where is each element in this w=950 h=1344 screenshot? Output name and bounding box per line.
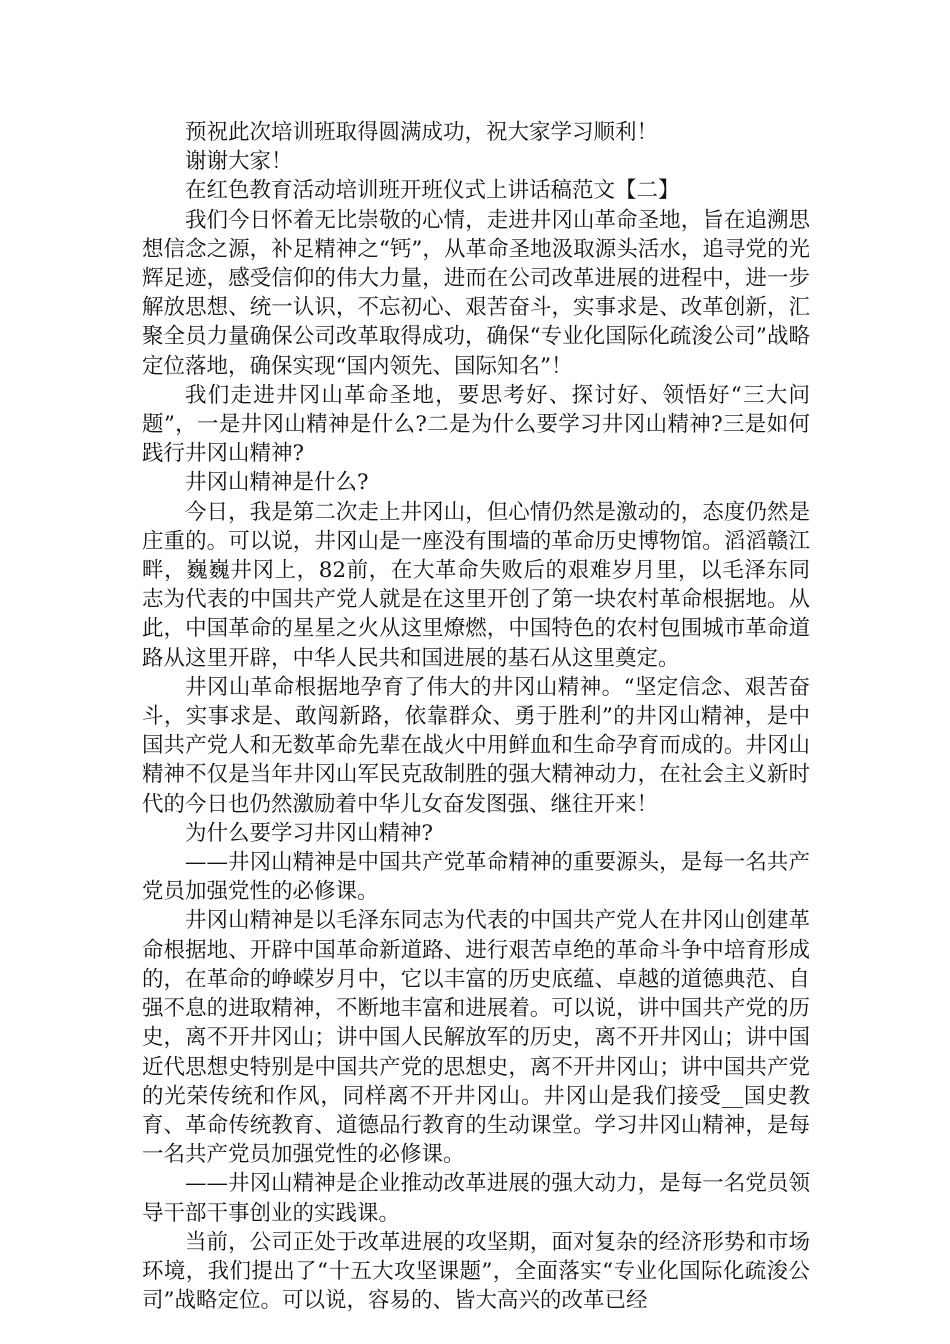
subheading: 井冈山精神是什么? [185,470,369,496]
paragraph: 井冈山革命根据地孕育了伟大的井冈山精神。“坚定信念、艰苦奋斗，实事求是、敢闯新路，依靠群众、勇于胜利”的井冈山精神，是中国共产党人和无数革命先辈在战火中用鲜血和生命孕育而成的。井冈山精神不仅是当年井冈山军民克敌制胜的强大精神动力，在社会主义新时代的今日也仍然激励着中华儿女奋发图强、继往开来！ [142,674,810,817]
paragraph: ——井冈山精神是中国共产党革命精神的重要源头，是每一名共产党员加强党性的必修课。 [142,850,810,905]
paragraph: 今日，我是第二次走上井冈山，但心情仍然是激动的，态度仍然是庄重的。可以说，井冈山是一座没有围墙的革命历史博物馆。滔滔赣江畔，巍巍井冈上，82前，在大革命失败后的艰难岁月里，以毛泽东同志为代表的中国共产党人就是在这里开创了第一块农村革命根据地。从此，中国革命的星星之火从这里燎燃，中国特色的农村包围城市革命道路从这里开辟，中华人民共和国进展的基石从这里奠定。 [142,499,810,671]
paragraph: 我们今日怀着无比崇敬的心情，走进井冈山革命圣地，旨在追溯思想信念之源，补足精神之“钙”，从革命圣地汲取源头活水，追寻党的光辉足迹，感受信仰的伟大力量，进而在公司改革进展的进程中，进一步解放思想、统一认识，不忘初心、艰苦奋斗，实事求是、改革创新，汇聚全员力量确保公司改革取得成功，确保“专业化国际化疏浚公司”战略定位落地，确保实现“国内领先、国际知名”！ [142,207,810,379]
paragraph: 井冈山精神是以毛泽东同志为代表的中国共产党人在井冈山创建革命根据地、开辟中国革命新道路、进行艰苦卓绝的革命斗争中培育形成的，在革命的峥嵘岁月中，它以丰富的历史底蕴、卓越的道德典范、自强不息的进取精神，不断地丰富和进展着。可以说，讲中国共产党的历史，离不开井冈山；讲中国人民解放军的历史，离不开井冈山；讲中国近代思想史特别是中国共产党的思想史，离不开井冈山；讲中国共产党的光荣传统和作风，同样离不开井冈山。井冈山是我们接受__国史教育、革命传统教育、道德品行教育的生动课堂。学习井冈山精神，是每一名共产党员加强党性的必修课。 [142,908,810,1168]
paragraph: ——井冈山精神是企业推动改革进展的强大动力，是每一名党员领导干部干事创业的实践课。 [142,1171,810,1226]
section-heading: 在红色教育活动培训班开班仪式上讲话稿范文【二】 [185,178,680,204]
closing-wish: 预祝此次培训班取得圆满成功，祝大家学习顺利！ [185,120,659,145]
document-body [142,118,810,1315]
subheading: 为什么要学习井冈山精神? [185,820,434,846]
paragraph: 我们走进井冈山革命圣地，要思考好、探讨好、领悟好“三大问题”，一是井冈山精神是什么?二是为什么要学习井冈山精神?三是如何践行井冈山精神? [142,382,810,467]
closing-thanks: 谢谢大家！ [185,149,293,175]
paragraph: 当前，公司正处于改革进展的攻坚期，面对复杂的经济形势和市场环境，我们提出了“十五大攻坚课题”，全面落实“专业化国际化疏浚公司”战略定位。可以说，容易的、皆大高兴的改革已经 [142,1229,810,1314]
